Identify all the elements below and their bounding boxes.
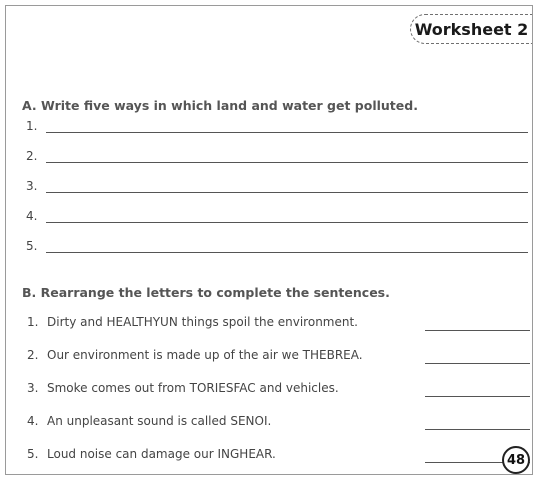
sentence-row-5: [27, 447, 530, 465]
item-number: 4.: [26, 209, 38, 223]
page-number-badge: [502, 446, 530, 474]
sentence-row-4: [27, 414, 530, 432]
sentence-row-3: [27, 381, 530, 399]
item-number: 5.: [27, 447, 39, 461]
item-number: 2.: [26, 149, 38, 163]
sentence-text: Dirty and HEALTHYUN things spoil the environment.: [47, 315, 358, 329]
answer-line[interactable]: [46, 192, 528, 193]
answer-line[interactable]: [46, 162, 528, 163]
page-number: 48: [506, 452, 526, 468]
section-b-title: B. Rearrange the letters to complete the sentences.: [22, 285, 390, 300]
item-number: 3.: [27, 381, 39, 395]
item-number: 1.: [27, 315, 39, 329]
sentence-text: An unpleasant sound is called SENOI.: [47, 414, 272, 428]
answer-blank[interactable]: [425, 330, 530, 331]
answer-blank[interactable]: [425, 396, 530, 397]
answer-line[interactable]: [46, 252, 528, 253]
write-answer-1[interactable]: [26, 119, 528, 135]
write-answer-2[interactable]: [26, 149, 528, 165]
sentence-row-2: [27, 348, 530, 366]
sentence-text: Loud noise can damage our INGHEAR.: [47, 447, 276, 461]
sentence-text: Smoke comes out from TORIESFAC and vehicles.: [47, 381, 339, 395]
item-number: 2.: [27, 348, 39, 362]
item-number: 3.: [26, 179, 38, 193]
write-answer-3[interactable]: [26, 179, 528, 195]
item-number: 4.: [27, 414, 39, 428]
answer-line[interactable]: [46, 222, 528, 223]
worksheet-badge: [410, 14, 532, 44]
answer-blank[interactable]: [425, 429, 530, 430]
write-answer-5[interactable]: [26, 239, 528, 255]
item-number: 5.: [26, 239, 38, 253]
item-number: 1.: [26, 119, 38, 133]
worksheet-label: Worksheet 2: [414, 19, 529, 39]
write-answer-4[interactable]: [26, 209, 528, 225]
sentence-text: Our environment is made up of the air we THEBREA.: [47, 348, 363, 362]
section-a-title: A. Write five ways in which land and water get polluted.: [22, 98, 418, 113]
answer-line[interactable]: [46, 132, 528, 133]
answer-blank[interactable]: [425, 363, 530, 364]
sentence-row-1: [27, 315, 530, 333]
